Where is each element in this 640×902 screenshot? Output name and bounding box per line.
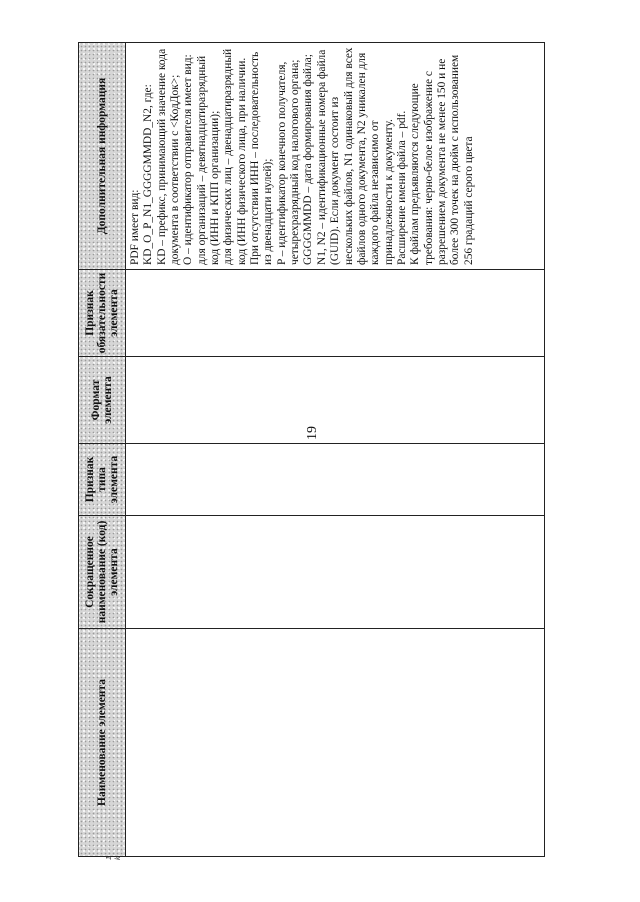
info-line: P – идентификатор конечного получателя, четырехразрядный код налогового органа; [275, 59, 302, 265]
header-additional-info: Дополнительная информация [79, 43, 126, 270]
cell-element-code [126, 516, 545, 629]
cell-element-type [126, 444, 545, 516]
rotated-table [78, 43, 545, 857]
info-line: К файлам предъявляются следующие требования: черно-белое изображение с разрешением документа не менее 150 и не более 300 точек на дюйм с использованием 256 градаций серого цвета [409, 54, 475, 265]
info-line: N1, N2 – идентификационные номера файла (GUID). Если документ состоит из нескольких файлов, N1 одинаковый для всех файлов одного документа, N2 уникален для каждого файла независимо от принадлежности к документу. [315, 47, 395, 265]
header-element-format: Формат элемента [79, 357, 126, 444]
cell-additional-info [126, 43, 545, 270]
cell-element-obligation [126, 270, 545, 357]
info-line: О – идентификатор отправителя имеет вид: для организаций – девятнадцатиразрядный код (ИНН и КПП организации); [182, 54, 222, 265]
header-element-code: Сокращенное наименование (код) элемента [79, 516, 126, 629]
info-line: KD_O_P_N1_GGGGMMDD_N2, где: [142, 84, 155, 265]
header-element-type: Признак типа элемента [79, 444, 126, 516]
table-header-row [79, 43, 126, 857]
info-line: PDF имеет вид: [129, 189, 141, 265]
info-line: KD – префикс, принимающий значение кода документа в соответствии с <КодДок>; [155, 48, 182, 265]
info-line: для физических лиц – двенадцатиразрядный код (ИНН физического лица, при наличии. При отсутствии ИНН – последовательность из двенадцати нулей); [222, 48, 275, 265]
info-line: GGGGMMDD – дата формирования файла; [302, 54, 315, 265]
table-row [126, 43, 545, 857]
header-element-obligation: Признак обязательности элемента [79, 270, 126, 357]
header-element-name: Наименование элемента [79, 629, 126, 857]
cell-element-format [126, 357, 545, 444]
page-number: 19 [305, 426, 320, 440]
cell-element-name [126, 629, 545, 857]
element-table [78, 42, 545, 857]
info-line: Расширение имени файла – pdf. [395, 110, 408, 265]
